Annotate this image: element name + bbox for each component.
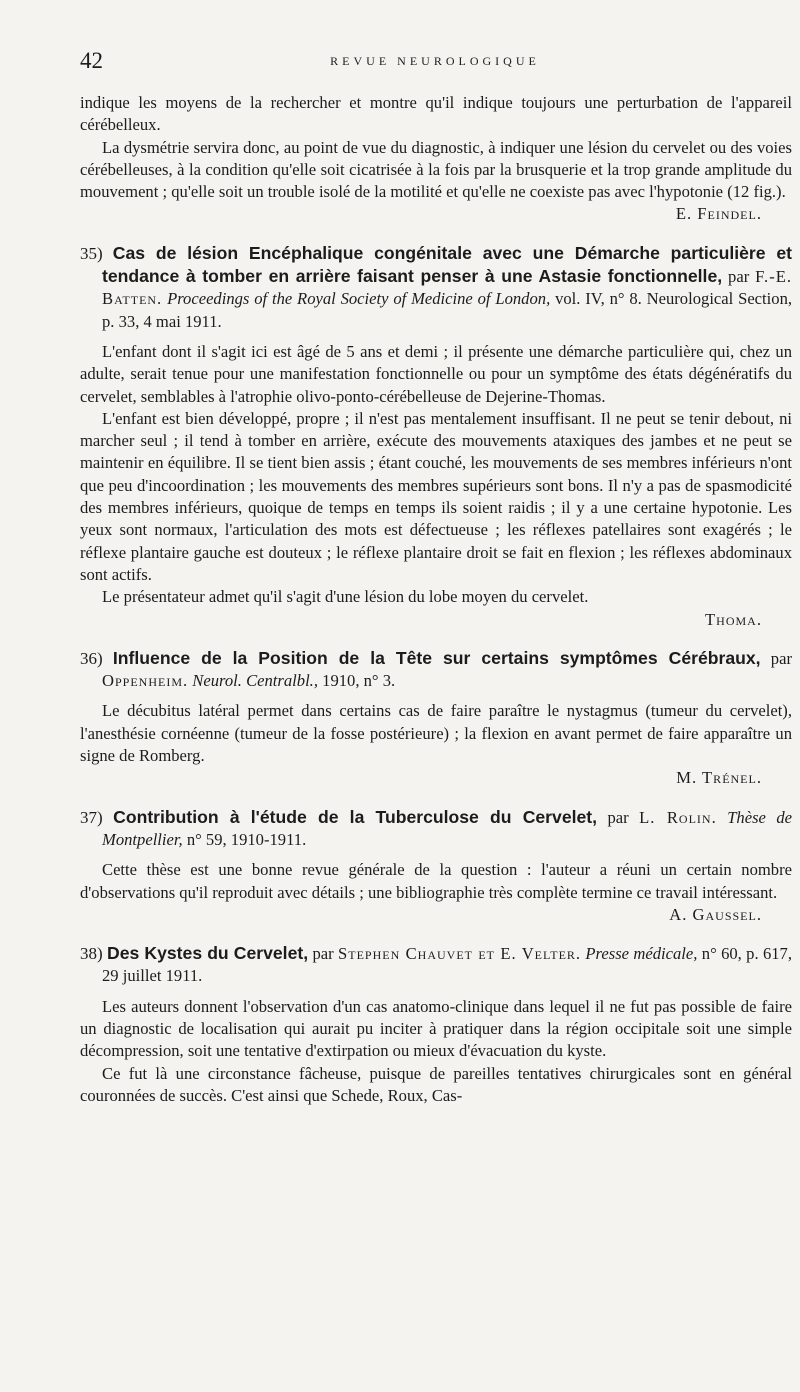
signature: M. Trénel. (676, 768, 762, 788)
paragraph: La dysmétrie servira donc, au point de vue du diagnostic, à indiquer une lésion du cervelet ou des voies cérébelleuses, à la condition qu'elle soit cicatrisée à la fois par la brusquerie et la trop grande amplitude du mouvement ; qu'elle soit un trouble isolé de la motilité et qu'elle ne coexiste pas avec l'hypotonie (12 fig.). (80, 137, 792, 202)
entry-title: Influence de la Position de la Tête sur certains symptômes Cérébraux, (112, 647, 761, 668)
entry-number: 36) (80, 648, 103, 668)
paragraph: Ce fut là une circonstance fâcheuse, puisque de pareilles tentatives chirurgicales sont en général couronnées de succès. C'est ainsi que Schede, Roux, Cas- (80, 1063, 792, 1105)
entry-heading (80, 647, 792, 693)
entry-author: Stephen Chauvet et E. Velter. (338, 944, 582, 964)
by-word: par (770, 648, 792, 668)
previous-entry (80, 92, 792, 226)
paragraph: Le décubitus latéral permet dans certains cas de faire paraître le nystagmus (tumeur du cervelet), l'anesthésie cornéenne (tumeur de la fosse postérieure) ; la flexion en avant permet de faire apparaître un signe de Romberg. (80, 701, 792, 766)
entry-source: Proceedings of the Royal Society of Medicine of London, (167, 289, 551, 309)
signature: A. Gaussel. (669, 904, 762, 924)
running-header (80, 48, 790, 78)
entry-37 (80, 806, 792, 926)
entry-title: Des Kystes du Cervelet, (107, 943, 309, 964)
entry-38 (80, 942, 792, 1107)
entry-source: Thèse de Montpellier, (102, 807, 793, 849)
entry-35 (80, 242, 792, 631)
entry-title: Contribution à l'étude de la Tuberculose du Cervelet, (113, 806, 598, 827)
entry-number: 37) (80, 807, 103, 827)
signature: Thoma. (705, 609, 762, 629)
by-word: par (312, 944, 334, 964)
entry-details: 1910, n° 3. (322, 671, 396, 691)
journal-title: REVUE NEUROLOGIQUE (330, 54, 540, 68)
by-word: par (728, 267, 750, 287)
entry-source: Neurol. Centralbl., (192, 671, 318, 691)
entry-author: F.-E. Batten. (102, 267, 792, 309)
paragraph: indique les moyens de la rechercher et montre qu'il indique toujours une perturbation de l'appareil cérébelleux. (80, 93, 792, 135)
entry-source: Presse médicale, (585, 944, 698, 964)
paragraph: Le présentateur admet qu'il s'agit d'une lésion du lobe moyen du cervelet. (102, 587, 589, 607)
entry-36 (80, 647, 792, 790)
entry-details: vol. IV, n° 8. Neurological Section, p. 33, 4 mai 1911. (102, 289, 793, 331)
paragraph: Les auteurs donnent l'observation d'un cas anatomo-clinique dans lequel il ne fut pas possible de faire un diagnostic de localisation qui aurait pu inciter à pratiquer dans la région occipitale soit une simple décompression, soit une tentative d'extirpation ou mieux d'évacuation du kyste. (80, 996, 792, 1061)
entry-details: n° 59, 1910-1911. (186, 829, 307, 849)
entry-title: Cas de lésion Encéphalique congénitale avec une Démarche particulière et tendance à tomber en arrière faisant penser à une Astasie fonctionnelle, (102, 242, 792, 287)
entry-number: 35) (80, 243, 103, 263)
page-number: 42 (80, 48, 103, 73)
entry-number: 38) (80, 944, 103, 964)
entry-author: L. Rolin. (639, 807, 717, 827)
entry-author: Oppenheim. (102, 671, 189, 691)
signature: E. Feindel. (675, 204, 762, 224)
page-content (80, 92, 792, 1107)
entry-heading (80, 242, 792, 333)
entry-heading (80, 806, 792, 852)
paragraph: L'enfant dont il s'agit ici est âgé de 5 ans et demi ; il présente une démarche particulière qui, chez un adulte, serait tenue pour une manifestation fonctionnelle ou pour un symptôme des états dégénératifs du cervelet, semblables à l'atrophie olivo-ponto-cérébelleuse de Dejerine-Thomas. (80, 341, 792, 406)
paragraph: Cette thèse est une bonne revue générale de la question : l'auteur a réuni un certain nombre d'observations qu'il reproduit avec détails ; une bibliographie très complète termine ce travail intéressant. (80, 860, 792, 902)
paragraph: L'enfant est bien développé, propre ; il n'est pas mentalement insuffisant. Il ne peut se tenir debout, ni marcher seul ; il tend à tomber en arrière, exécute des mouvements ataxiques des jambes et ne peut se maintenir en équilibre. Il se tient bien assis ; étant couché, les mouvements de ses membres inférieurs n'ont que peu d'incoordination ; les mouvements des membres supérieurs sont bons. Il n'y a pas de spasmodicité des membres inférieurs, quoique de temps en temps ils soient raidis ; il y a une certaine hypotonie. Les yeux sont normaux, l'articulation des mots est défectueuse ; les réflexes patellaires sont exagérés ; le réflexe plantaire gauche est douteux ; le réflexe plantaire droit se fait en flexion ; les réflexes abdominaux sont actifs. (80, 408, 792, 584)
entry-heading (80, 942, 792, 988)
entry-details: n° 60, p. 617, 29 juillet 1911. (102, 944, 792, 986)
by-word: par (607, 807, 629, 827)
